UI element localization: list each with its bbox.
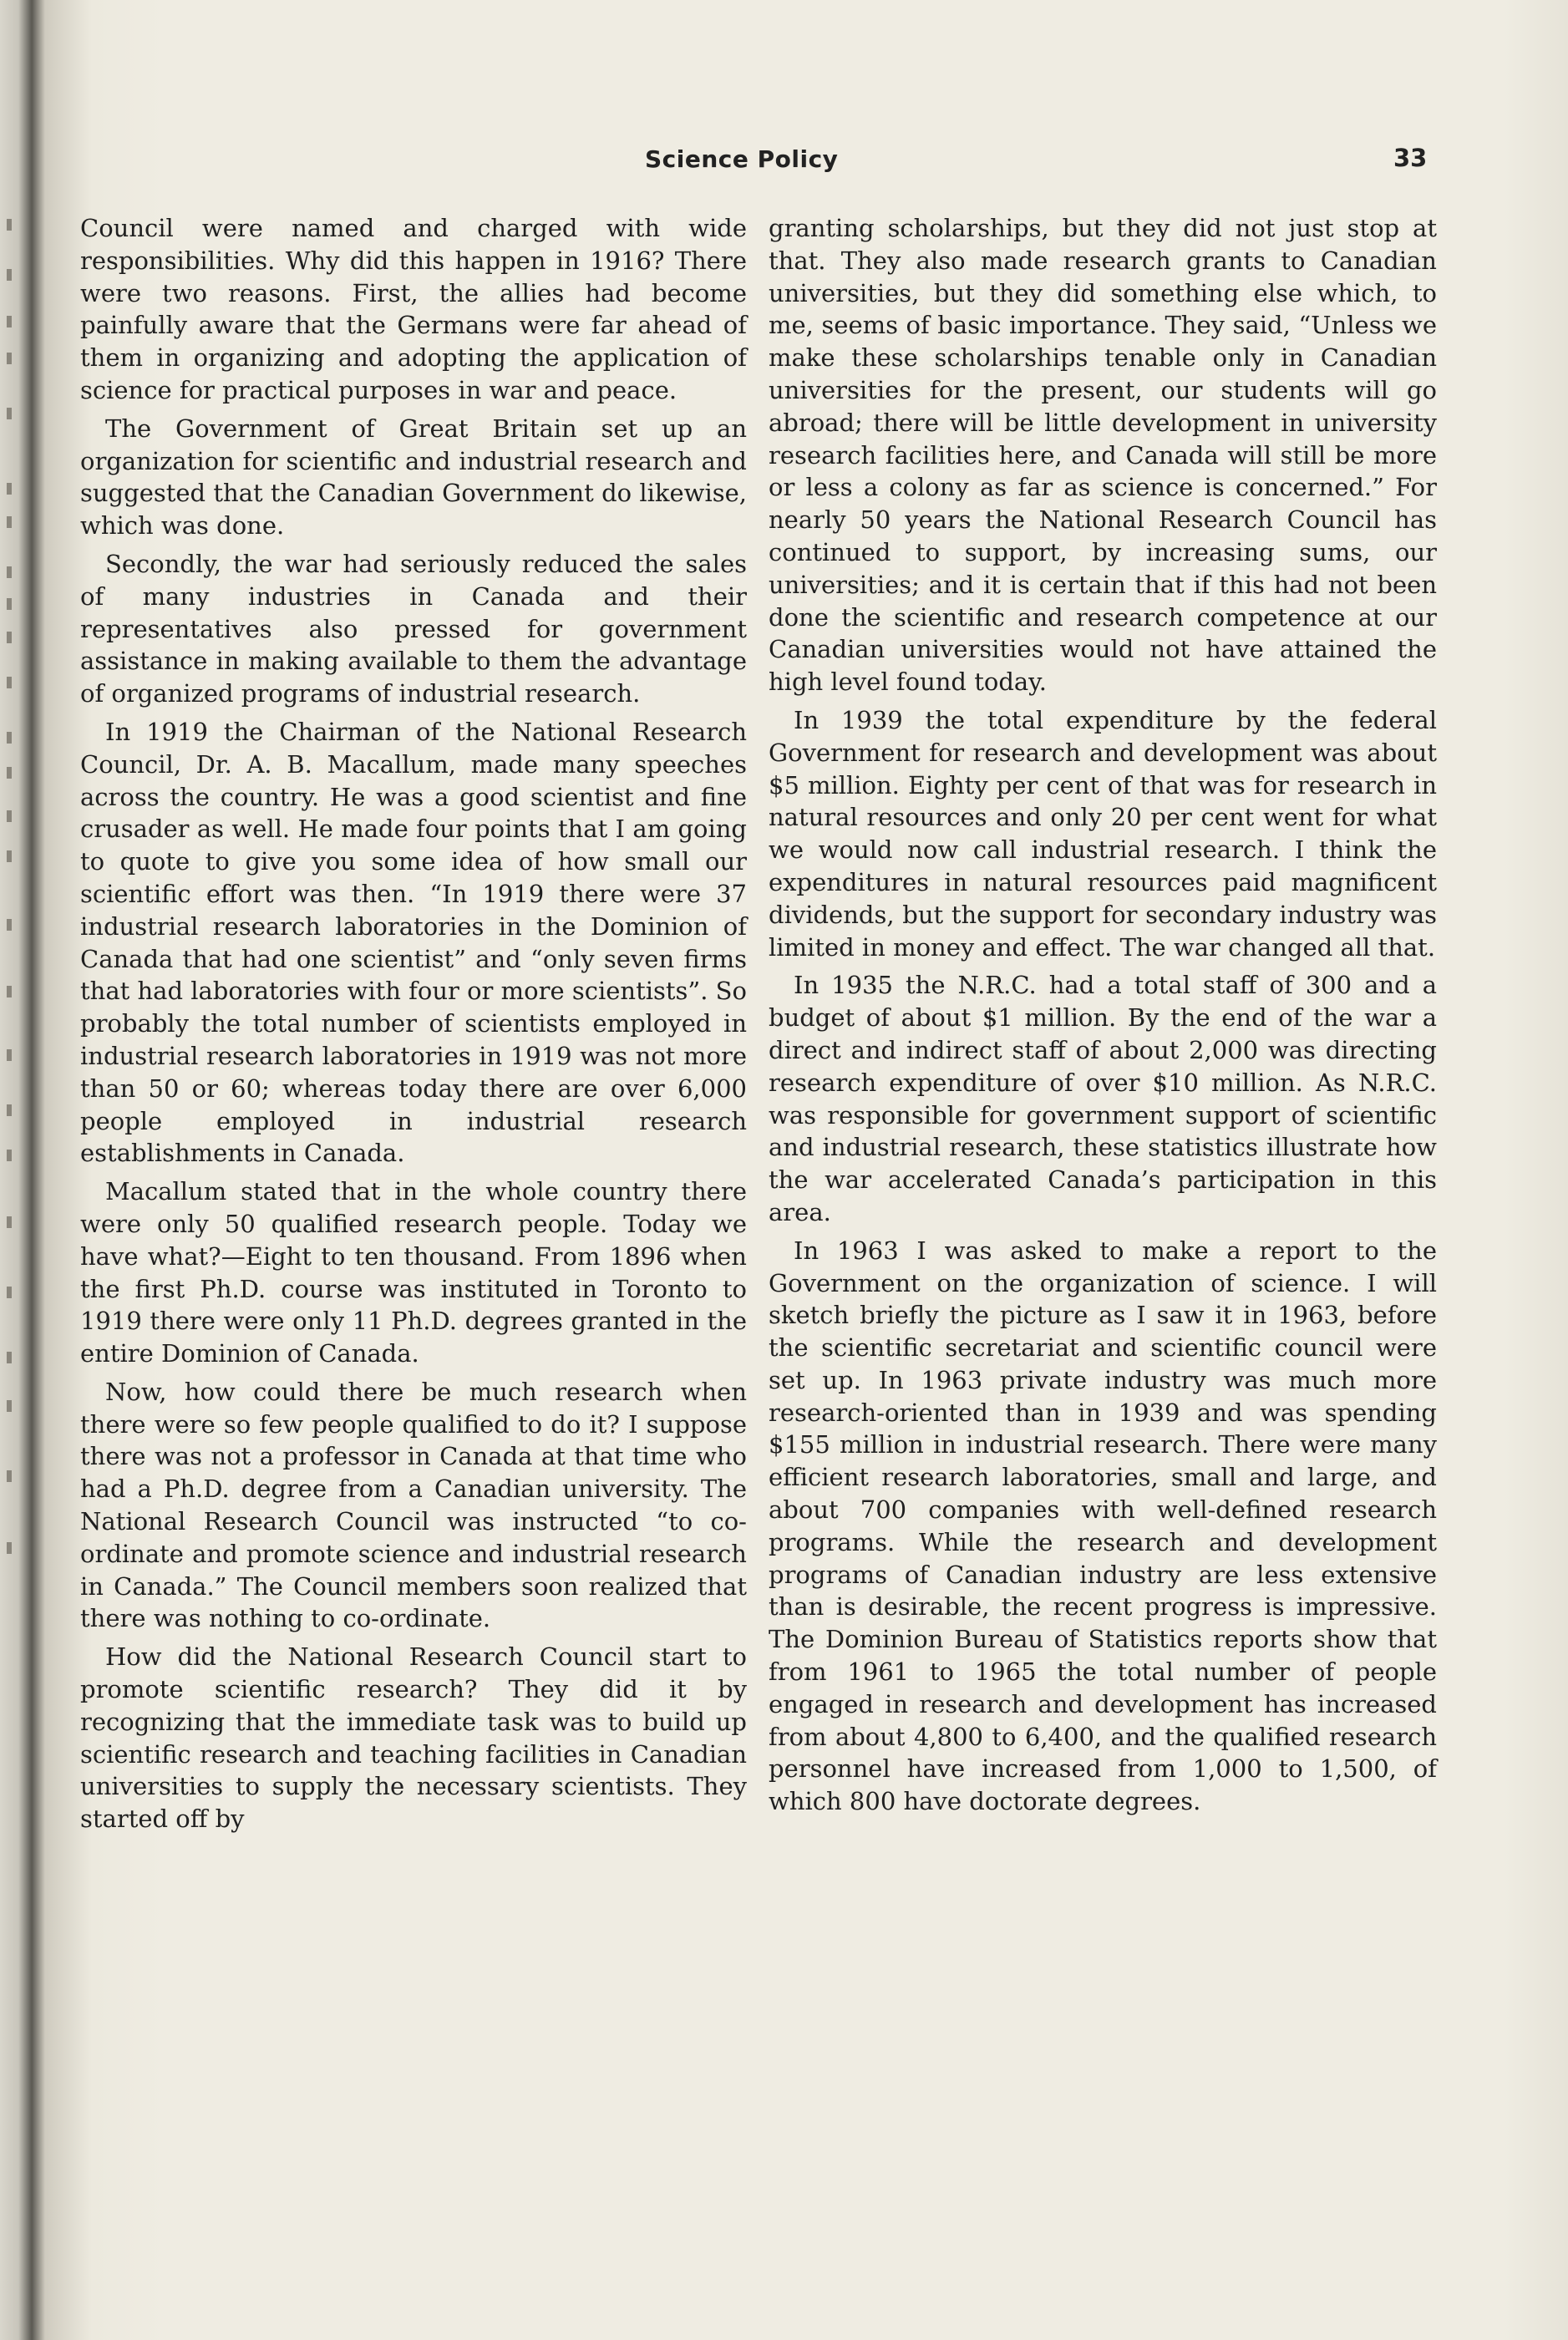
- binding-mark: [7, 353, 12, 364]
- binding-mark: [7, 1287, 12, 1298]
- binding-mark: [7, 732, 12, 744]
- left-text-column: [80, 212, 747, 1841]
- running-head: [80, 142, 1442, 184]
- binding-mark: [7, 516, 12, 528]
- binding-mark: [7, 219, 12, 231]
- paragraph: In 1939 the total expenditure by the federal Government for research and development was about $5 million. Eighty per cent of that was for research in natural resources and only 20 per cent went for what we would now call industrial research. I think the expenditures in natural resources paid magnificent dividends, but the support for secondary industry was limited in money and effect. The war changed all that.: [769, 705, 1437, 962]
- paragraph: granting scholarships, but they did not just stop at that. They also made research grants to Canadian universities, but they did something else which, to me, seems of basic importance. They said, “Unless we make these scholarships tenable only in Canadian universities for the present, our students will go abroad; there will be little development in university research facilities here, and Canada will still be more or less a colony as far as science is concerned.” For nearly 50 years the National Research Council has continued to support, by increasing sums, our universities; and it is certain that if this had not been done the scientific and research competence at our Canadian universities would not have attained the high level found today.: [769, 214, 1437, 697]
- binding-mark: [7, 408, 12, 419]
- book-binding-edge: [0, 0, 38, 2340]
- paragraph: Council were named and charged with wide responsibilities. Why did this happen in 1916? There were two reasons. First, the allies had become painfully aware that the Germans were far ahead of them in organizing and adopting the application of science for practical purposes in war and peace.: [80, 214, 747, 404]
- binding-mark: [7, 316, 12, 327]
- page-number: 33: [1393, 144, 1428, 172]
- paragraph: In 1963 I was asked to make a report to the Government on the organization of science. I will sketch briefly the picture as I saw it in 1963, before the scientific secretariat and scientific council were set up. In 1963 private industry was much more research-oriented than in 1939 and was spending $155 million in industrial research. There were many efficient research laboratories, small and large, and about 700 companies with well-defined research programs. While the research and development programs of Canadian industry are less extensive than is desirable, the recent progress is impressive. The Dominion Bureau of Statistics reports show that from 1961 to 1965 the total number of people engaged in research and development has increased from about 4,800 to 6,400, and the qualified research personnel have increased from 1,000 to 1,500, of which 800 have doctorate degrees.: [769, 1236, 1437, 1816]
- binding-mark: [7, 632, 12, 643]
- binding-mark: [7, 566, 12, 578]
- binding-mark: [7, 1216, 12, 1228]
- paragraph: In 1919 the Chairman of the National Research Council, Dr. A. B. Macallum, made many speeches across the country. He was a good scientist and fine crusader as well. He made four points that I am going to quote to give you some idea of how small our scientific effort was then. “In 1919 there were 37 industrial research laboratories in the Dominion of Canada that had one scientist” and “only seven firms that had laboratories with four or more scientists”. So probably the total number of scientists employed in industrial research laboratories in 1919 was not more than 50 or 60; whereas today there are over 6,000 people employed in industrial research establishments in Canada.: [80, 717, 748, 1168]
- binding-mark: [7, 986, 12, 997]
- binding-mark: [7, 919, 12, 931]
- binding-mark: [7, 1542, 12, 1554]
- binding-mark: [7, 1352, 12, 1363]
- binding-mark: [7, 269, 12, 281]
- binding-mark: [7, 767, 12, 779]
- binding-mark: [7, 1470, 12, 1482]
- running-title: Science Policy: [645, 145, 839, 173]
- paragraph: Macallum stated that in the whole country there were only 50 qualified research people. Today we have what?—Eight to ten thousand. From 1896 when the first Ph.D. course was instituted in Toronto to 1919 there were only 11 Ph.D. degrees granted in the entire Dominion of Canada.: [80, 1177, 747, 1368]
- paragraph: Secondly, the war had seriously reduced the sales of many industries in Canada and their representatives also pressed for government assistance in making available to them the advantage of organized programs of industrial research.: [80, 549, 747, 708]
- paragraph: In 1935 the N.R.C. had a total staff of 300 and a budget of about $1 million. By the end of the war a direct and indirect staff of about 2,000 was directing research expenditure of over $10 million. As N.R.C. was responsible for government support of scientific and industrial research, these statistics illustrate how the war accelerated Canada’s participation in this area.: [769, 971, 1437, 1226]
- paragraph: How did the National Research Council start to promote scientific research? They did it by recognizing that the immediate task was to build up scientific research and teaching facilities in Canadian universities to supply the necessary scientists. They started off by: [80, 1642, 747, 1834]
- binding-mark: [7, 810, 12, 822]
- binding-mark: [7, 1150, 12, 1161]
- binding-mark: [7, 598, 12, 610]
- binding-mark: [7, 677, 12, 688]
- paragraph: Now, how could there be much research when there were so few people qualified to do it? I suppose there was not a professor in Canada at that time who had a Ph.D. degree from a Canadian university. The National Research Council was instructed “to co-ordinate and promote science and industrial research in Canada.” The Council members soon realized that there was nothing to co-ordinate.: [80, 1377, 747, 1633]
- binding-mark: [7, 1400, 12, 1412]
- binding-mark: [7, 850, 12, 862]
- paragraph: The Government of Great Britain set up an organization for scientific and industrial research and suggested that the Canadian Government do likewise, which was done.: [80, 414, 747, 541]
- right-text-column: [769, 212, 1437, 1824]
- binding-mark: [7, 483, 12, 495]
- binding-mark: [7, 1049, 12, 1061]
- binding-mark: [7, 1104, 12, 1116]
